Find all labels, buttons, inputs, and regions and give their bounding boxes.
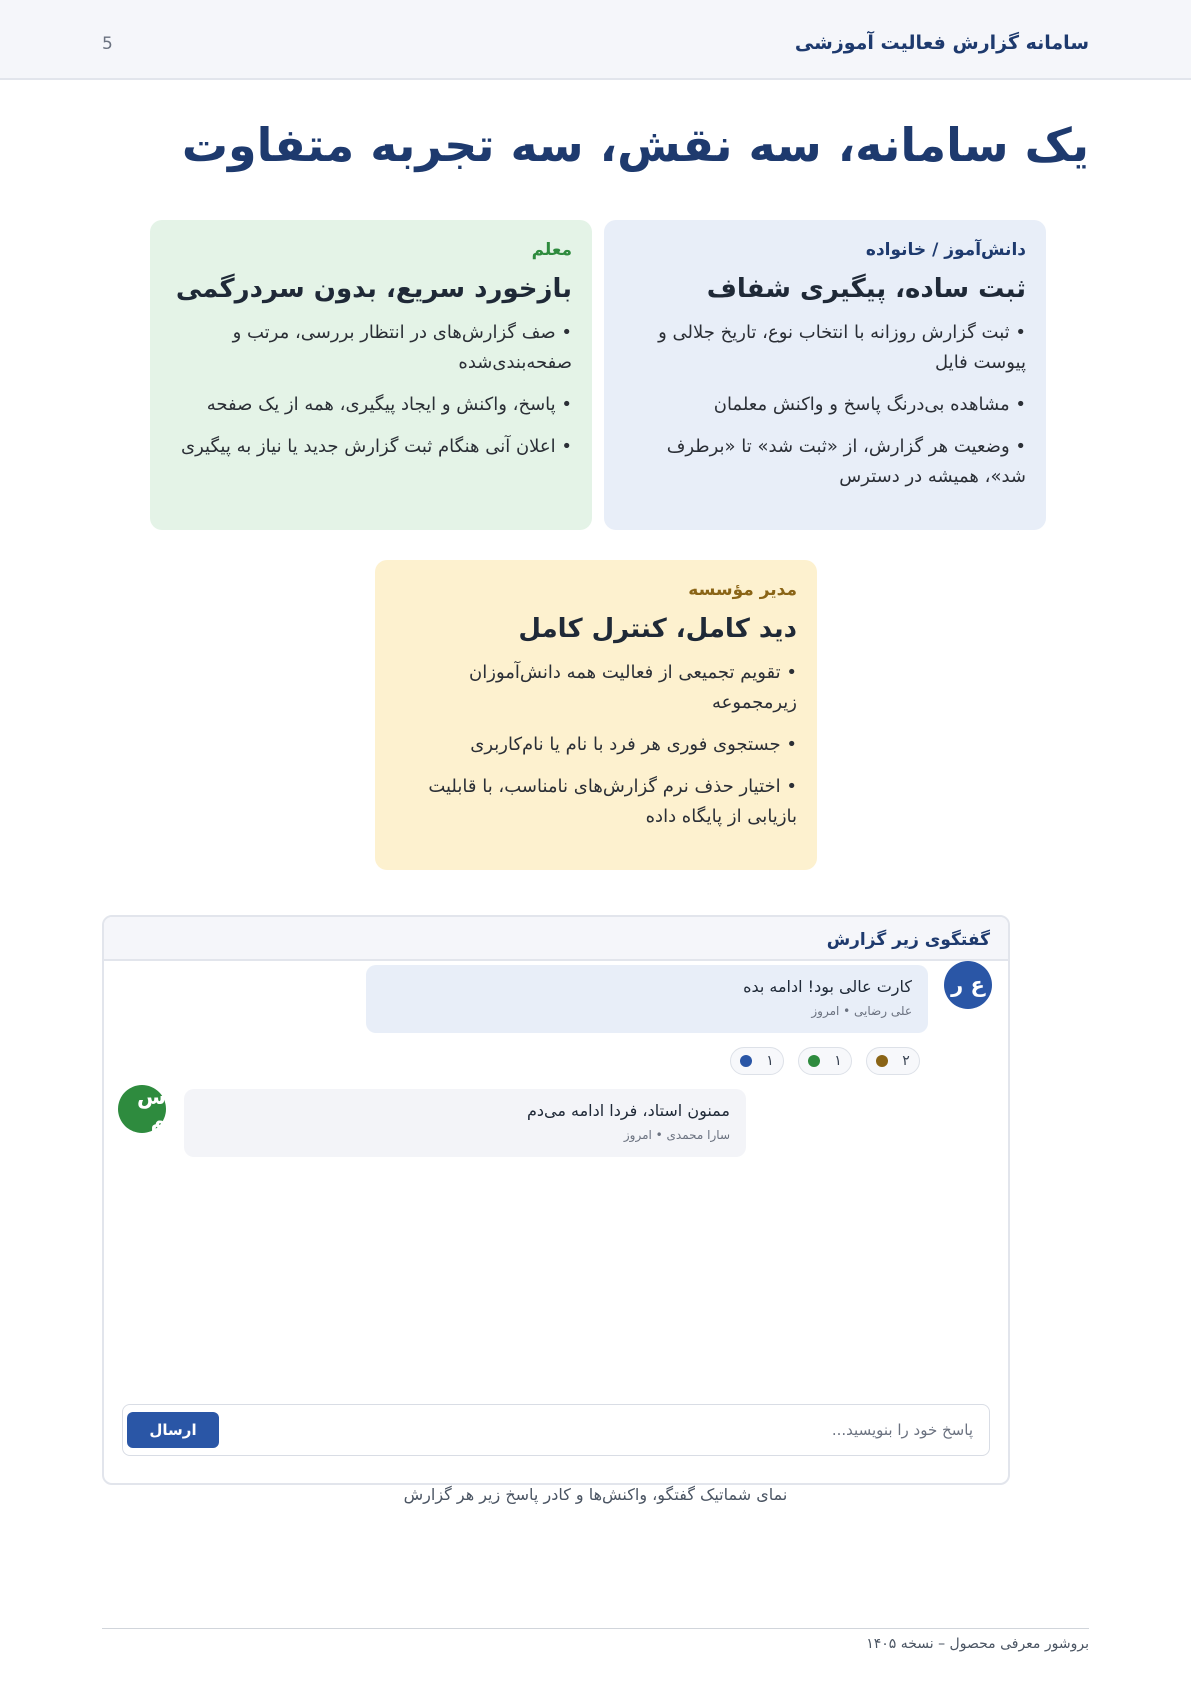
chat-title: گفتگوی زیر گزارش: [826, 930, 990, 950]
reaction-dot-icon: [740, 1055, 752, 1067]
send-button[interactable]: ارسال: [127, 1412, 219, 1448]
message-text: ممنون استاد، فردا ادامه می‌دم: [527, 1101, 730, 1120]
footer-text: بروشور معرفی محصول – نسخه ۱۴۰۵: [866, 1636, 1089, 1652]
list-item: • اختیار حذف نرم گزارش‌های نامناسب، با قابلیت بازیابی از پایگاه داده: [395, 772, 797, 832]
page-title: یک سامانه، سه نقش، سه تجربه متفاوت: [181, 118, 1089, 172]
list-item: • پاسخ، واکنش و ایجاد پیگیری، همه از یک صفحه: [170, 390, 572, 420]
reaction-bar: [730, 1047, 920, 1075]
message-meta: علی رضایی • امروز: [811, 1004, 912, 1018]
reaction-dot-icon: [808, 1055, 820, 1067]
list-item: • تقویم تجمیعی از فعالیت همه دانش‌آموزان زیرمجموعه: [395, 658, 797, 718]
feature-list: [624, 318, 1026, 492]
report-chat-panel: [102, 915, 1010, 1485]
card-heading: بازخورد سریع، بدون سردرگمی: [175, 274, 572, 304]
card-role-label: دانش‌آموز / خانواده: [865, 240, 1026, 260]
feature-list: [395, 658, 797, 832]
page-number: 5: [102, 34, 113, 54]
message-text: کارت عالی بود! ادامه بده: [743, 977, 912, 996]
reaction-count: ۲: [902, 1053, 910, 1069]
card-institute-admin: [375, 560, 817, 870]
reaction-count: ۱: [766, 1053, 774, 1069]
reaction-dot-icon: [876, 1055, 888, 1067]
reply-input[interactable]: [373, 1415, 973, 1445]
list-item: • ثبت گزارش روزانه با انتخاب نوع، تاریخ جلالی و پیوست فایل: [624, 318, 1026, 378]
message-bubble: [366, 965, 928, 1033]
list-item: • وضعیت هر گزارش، از «ثبت شد» تا «برطرف شد»، همیشه در دسترس: [624, 432, 1026, 492]
card-heading: دید کامل، کنترل کامل: [518, 614, 797, 644]
list-item: • صف گزارش‌های در انتظار بررسی، مرتب و صفحه‌بندی‌شده: [170, 318, 572, 378]
message-bubble: [184, 1089, 746, 1157]
page-header: [0, 0, 1191, 80]
list-item: • مشاهده بی‌درنگ پاسخ و واکنش معلمان: [624, 390, 1026, 420]
reaction-chip[interactable]: [730, 1047, 784, 1075]
footer-divider: [102, 1628, 1089, 1629]
chat-header: [104, 917, 1008, 961]
reply-bar: [122, 1404, 990, 1456]
feature-list: [170, 318, 572, 462]
avatar: ع ر: [944, 961, 992, 1009]
reaction-count: ۱: [834, 1053, 842, 1069]
card-teacher: [150, 220, 592, 530]
avatar: س م: [118, 1085, 166, 1133]
list-item: • اعلان آنی هنگام ثبت گزارش جدید یا نیاز به پیگیری: [170, 432, 572, 462]
header-title: سامانه گزارش فعالیت آموزشی: [794, 32, 1089, 54]
card-student-family: [604, 220, 1046, 530]
list-item: • جستجوی فوری هر فرد با نام یا نام‌کاربری: [395, 730, 797, 760]
figure-caption: نمای شماتیک گفتگو، واکنش‌ها و کادر پاسخ زیر هر گزارش: [403, 1485, 788, 1504]
card-role-label: معلم: [531, 240, 572, 260]
card-role-label: مدیر مؤسسه: [688, 580, 797, 600]
reaction-chip[interactable]: [798, 1047, 852, 1075]
message-meta: سارا محمدی • امروز: [623, 1128, 730, 1142]
reaction-chip[interactable]: [866, 1047, 920, 1075]
card-heading: ثبت ساده، پیگیری شفاف: [706, 274, 1026, 304]
